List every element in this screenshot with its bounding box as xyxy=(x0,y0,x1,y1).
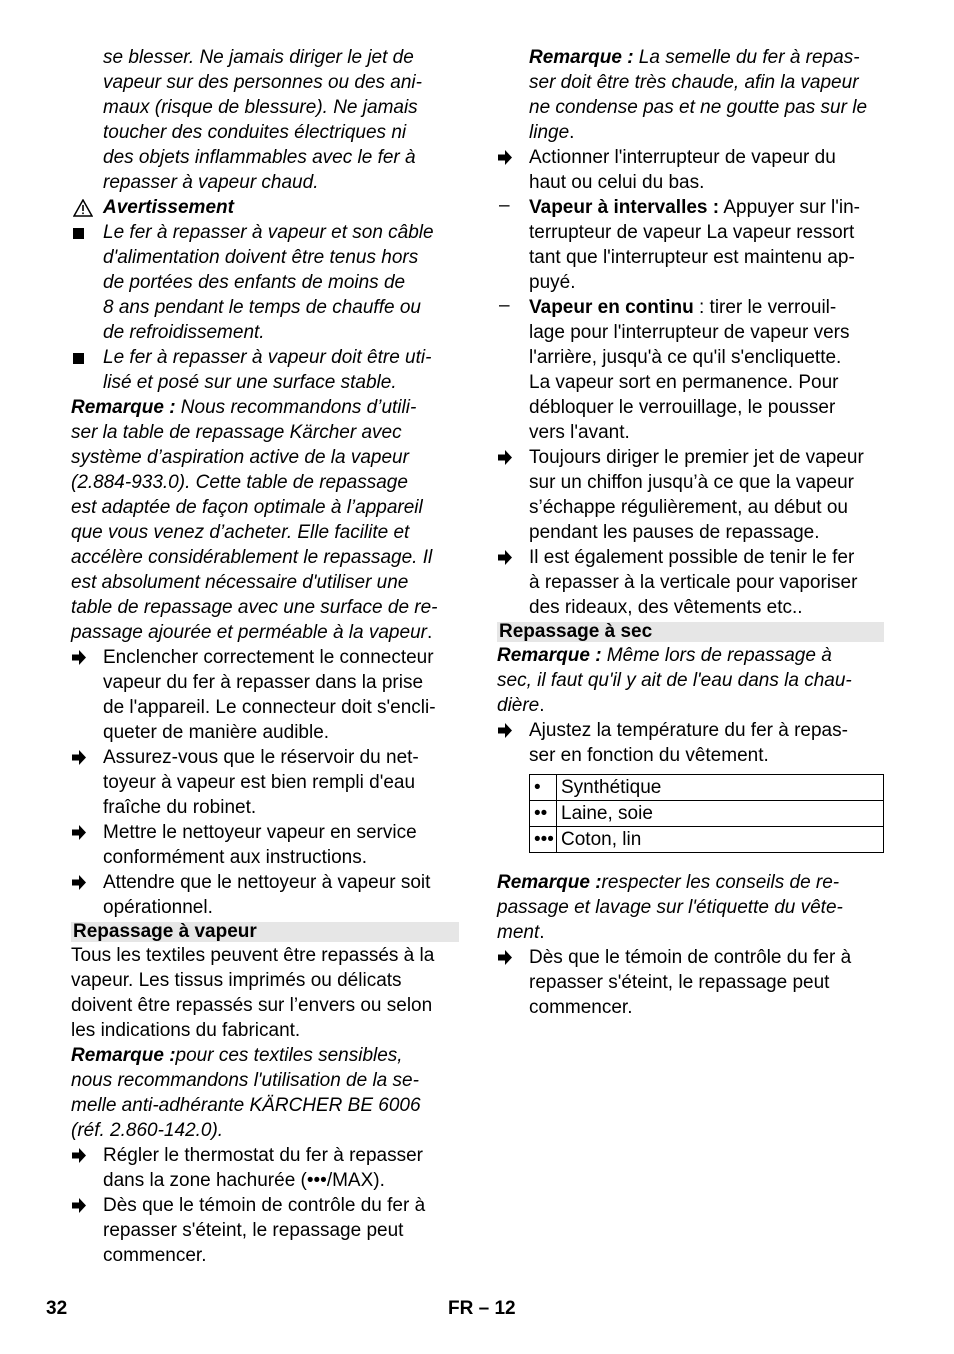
text-span: . xyxy=(539,922,545,943)
text-line: que vous venez d’acheter. Elle facilite et xyxy=(71,522,410,543)
text-line: table de repassage avec une surface de re- xyxy=(71,597,438,618)
warning-bullet xyxy=(71,345,459,395)
text-line: Le fer à repasser à vapeur et son câble xyxy=(103,222,434,243)
warning-title: Avertissement xyxy=(103,197,234,218)
text-line: Régler le thermostat du fer à repasser xyxy=(103,1145,423,1166)
text-line: sec, il faut qu'il y ait de l'eau dans la chau- xyxy=(497,670,852,691)
text-line: fraîche du robinet. xyxy=(103,797,257,818)
table-row xyxy=(530,775,884,801)
text-line: nous recommandons l'utilisation de la se- xyxy=(71,1070,419,1091)
text-line: Dès que le témoin de contrôle du fer à xyxy=(103,1195,426,1216)
text-line: vers l'avant. xyxy=(529,422,630,443)
text-span: dière xyxy=(497,695,540,716)
text-line: Dès que le témoin de contrôle du fer à xyxy=(529,947,852,968)
instruction-step xyxy=(71,645,459,745)
text-line: sur un chiffon jusqu’à ce que la vapeur xyxy=(529,472,854,493)
text-line: ne condense pas et ne goutte pas sur le xyxy=(529,97,868,118)
warning-bullet xyxy=(71,220,459,345)
section-page-label: FR – 12 xyxy=(448,1298,516,1319)
dash-bullet-icon: – xyxy=(499,295,510,316)
text-line: s’échappe régulièrement, au début ou xyxy=(529,497,849,518)
remark-label: Remarque : xyxy=(71,397,176,418)
text-line: Toujours diriger le premier jet de vapeur xyxy=(529,447,864,468)
text-line: 8 ans pendant le temps de chauffe ou xyxy=(103,297,421,318)
text-line: des objets inflammables avec le fer à xyxy=(103,147,416,168)
instruction-step xyxy=(497,718,884,768)
section-heading-steam-ironing: Repassage à vapeur xyxy=(71,922,459,942)
text-line: queter de manière audible. xyxy=(103,722,330,743)
text-line: (réf. 2.860-142.0). xyxy=(71,1120,224,1141)
instruction-step xyxy=(71,870,459,920)
instruction-step xyxy=(497,445,884,545)
section-heading-dry-ironing: Repassage à sec xyxy=(497,622,884,642)
text-line: de refroidissement. xyxy=(103,322,265,343)
dots-cell: •• xyxy=(530,801,557,827)
text-line: repasser à vapeur chaud. xyxy=(103,172,319,193)
instruction-step xyxy=(497,945,884,1020)
dots-cell: ••• xyxy=(530,827,557,853)
text-line: de portées des enfants de moins de xyxy=(103,272,406,293)
text-span: Même lors de repassage à xyxy=(601,645,832,666)
text-line: puyé. xyxy=(529,272,576,293)
remark-paragraph xyxy=(497,45,884,145)
text-line: est absolument nécessaire d'utiliser une xyxy=(71,572,409,593)
remark-paragraph xyxy=(71,1043,459,1143)
text-line: Mettre le nettoyeur vapeur en service xyxy=(103,822,417,843)
text-line: pendant les pauses de repassage. xyxy=(529,522,820,543)
text-span: respecter les conseils de re- xyxy=(601,872,840,893)
text-line: passage et lavage sur l'étiquette du vête- xyxy=(497,897,843,918)
text-line: Il est également possible de tenir le fer xyxy=(529,547,855,568)
dash-bullet-icon: – xyxy=(499,195,510,216)
text-line: d'alimentation doivent être tenus hors xyxy=(103,247,419,268)
fabric-cell: Coton, lin xyxy=(557,827,884,853)
remark-label: Remarque : xyxy=(497,872,602,893)
instruction-step xyxy=(497,545,884,620)
dash-item-label: Vapeur en continu xyxy=(529,297,694,318)
text-line: Ajustez la température du fer à repas- xyxy=(529,720,848,741)
text-line: débloquer le verrouillage, le pousser xyxy=(529,397,836,418)
text-line: l'arrière, jusqu'à ce qu'il s'encliquette. xyxy=(529,347,842,368)
text-line: dans la zone hachurée (•••/MAX). xyxy=(103,1170,385,1191)
text-line: vapeur sur des personnes ou des ani- xyxy=(103,72,422,93)
text-span: Appuyer sur l'in- xyxy=(719,197,861,218)
remark-paragraph xyxy=(71,395,459,645)
text-line: ser en fonction du vêtement. xyxy=(529,745,769,766)
text-line: repasser s'éteint, le repassage peut xyxy=(103,1220,404,1241)
instruction-step xyxy=(71,745,459,820)
text-line: Attendre que le nettoyeur à vapeur soit xyxy=(103,872,431,893)
text-line: tant que l'interrupteur est maintenu ap- xyxy=(529,247,855,268)
text-span: linge xyxy=(529,122,570,143)
remark-label: Remarque : xyxy=(497,645,602,666)
text-line: système d’aspiration active de la vapeur xyxy=(71,447,409,468)
text-line: Tous les textiles peuvent être repassés à la xyxy=(71,945,435,966)
text-line: commencer. xyxy=(103,1245,207,1266)
text-span: Nous recommandons d’utili- xyxy=(175,397,417,418)
instruction-step xyxy=(71,1193,459,1268)
intro-paragraph xyxy=(71,45,459,195)
dots-cell: • xyxy=(530,775,557,801)
text-line: toucher des conduites électriques ni xyxy=(103,122,407,143)
table-row xyxy=(530,827,884,853)
text-line: toyeur à vapeur est bien rempli d'eau xyxy=(103,772,416,793)
temperature-table xyxy=(529,774,884,853)
remark-label: Remarque : xyxy=(71,1045,176,1066)
right-column xyxy=(497,45,884,1020)
instruction-step xyxy=(71,820,459,870)
text-line: repasser s'éteint, le repassage peut xyxy=(529,972,830,993)
body-paragraph xyxy=(71,943,459,1043)
text-span: . xyxy=(539,695,545,716)
text-line: Actionner l'interrupteur de vapeur du xyxy=(529,147,836,168)
text-line: commencer. xyxy=(529,997,633,1018)
warning-header xyxy=(71,195,459,220)
text-line: vapeur. Les tissus imprimés ou délicats xyxy=(71,970,402,991)
table-row xyxy=(530,801,884,827)
instruction-step xyxy=(71,1143,459,1193)
text-line: terrupteur de vapeur La vapeur ressort xyxy=(529,222,855,243)
text-line: doivent être repassés sur l’envers ou selon xyxy=(71,995,433,1016)
dash-item xyxy=(497,195,884,295)
text-line: ser doit être très chaude, afin la vapeur xyxy=(529,72,859,93)
text-line: est adaptée de façon optimale à l’appareil xyxy=(71,497,423,518)
text-line: Enclencher correctement le connecteur xyxy=(103,647,434,668)
text-span: ment xyxy=(497,922,540,943)
text-line: La vapeur sort en permanence. Pour xyxy=(529,372,839,393)
dash-item-label: Vapeur à intervalles : xyxy=(529,197,720,218)
dash-item xyxy=(497,295,884,445)
text-line: maux (risque de blessure). Ne jamais xyxy=(103,97,418,118)
text-line: opérationnel. xyxy=(103,897,213,918)
fabric-cell: Laine, soie xyxy=(557,801,884,827)
text-line: vapeur du fer à repasser dans la prise xyxy=(103,672,424,693)
text-line: à repasser à la verticale pour vaporiser xyxy=(529,572,858,593)
text-span: . xyxy=(426,622,433,643)
text-line: haut ou celui du bas. xyxy=(529,172,705,193)
fabric-cell: Synthétique xyxy=(557,775,884,801)
text-line: melle anti-adhérante KÄRCHER BE 6006 xyxy=(71,1095,421,1116)
left-column xyxy=(71,45,459,1268)
text-line: ser la table de repassage Kärcher avec xyxy=(71,422,402,443)
text-line: les indications du fabricant. xyxy=(71,1020,301,1041)
text-line: accélère considérablement le repassage. Il xyxy=(71,547,433,568)
text-span: . xyxy=(569,122,575,143)
remark-paragraph xyxy=(497,870,884,945)
text-span: La semelle du fer à repas- xyxy=(633,47,860,68)
text-span: pour ces textiles sensibles, xyxy=(175,1045,403,1066)
text-line: (2.884-933.0). Cette table de repassage xyxy=(71,472,408,493)
text-line: lage pour l'interrupteur de vapeur vers xyxy=(529,322,850,343)
text-line: de l'appareil. Le connecteur doit s'encli- xyxy=(103,697,436,718)
text-line: Le fer à repasser à vapeur doit être uti- xyxy=(103,347,432,368)
page-number: 32 xyxy=(46,1298,68,1319)
text-line: des rideaux, des vêtements etc.. xyxy=(529,597,803,618)
text-line: se blesser. Ne jamais diriger le jet de xyxy=(103,47,414,68)
remark-paragraph xyxy=(497,643,884,718)
instruction-step xyxy=(497,145,884,195)
text-line: Assurez-vous que le réservoir du net- xyxy=(103,747,419,768)
remark-label: Remarque : xyxy=(529,47,634,68)
text-line: lisé et posé sur une surface stable. xyxy=(103,372,397,393)
text-span: : tirer le verrouil- xyxy=(693,297,837,318)
text-line: conformément aux instructions. xyxy=(103,847,368,868)
text-span: passage ajourée et perméable à la vapeur xyxy=(71,622,427,643)
